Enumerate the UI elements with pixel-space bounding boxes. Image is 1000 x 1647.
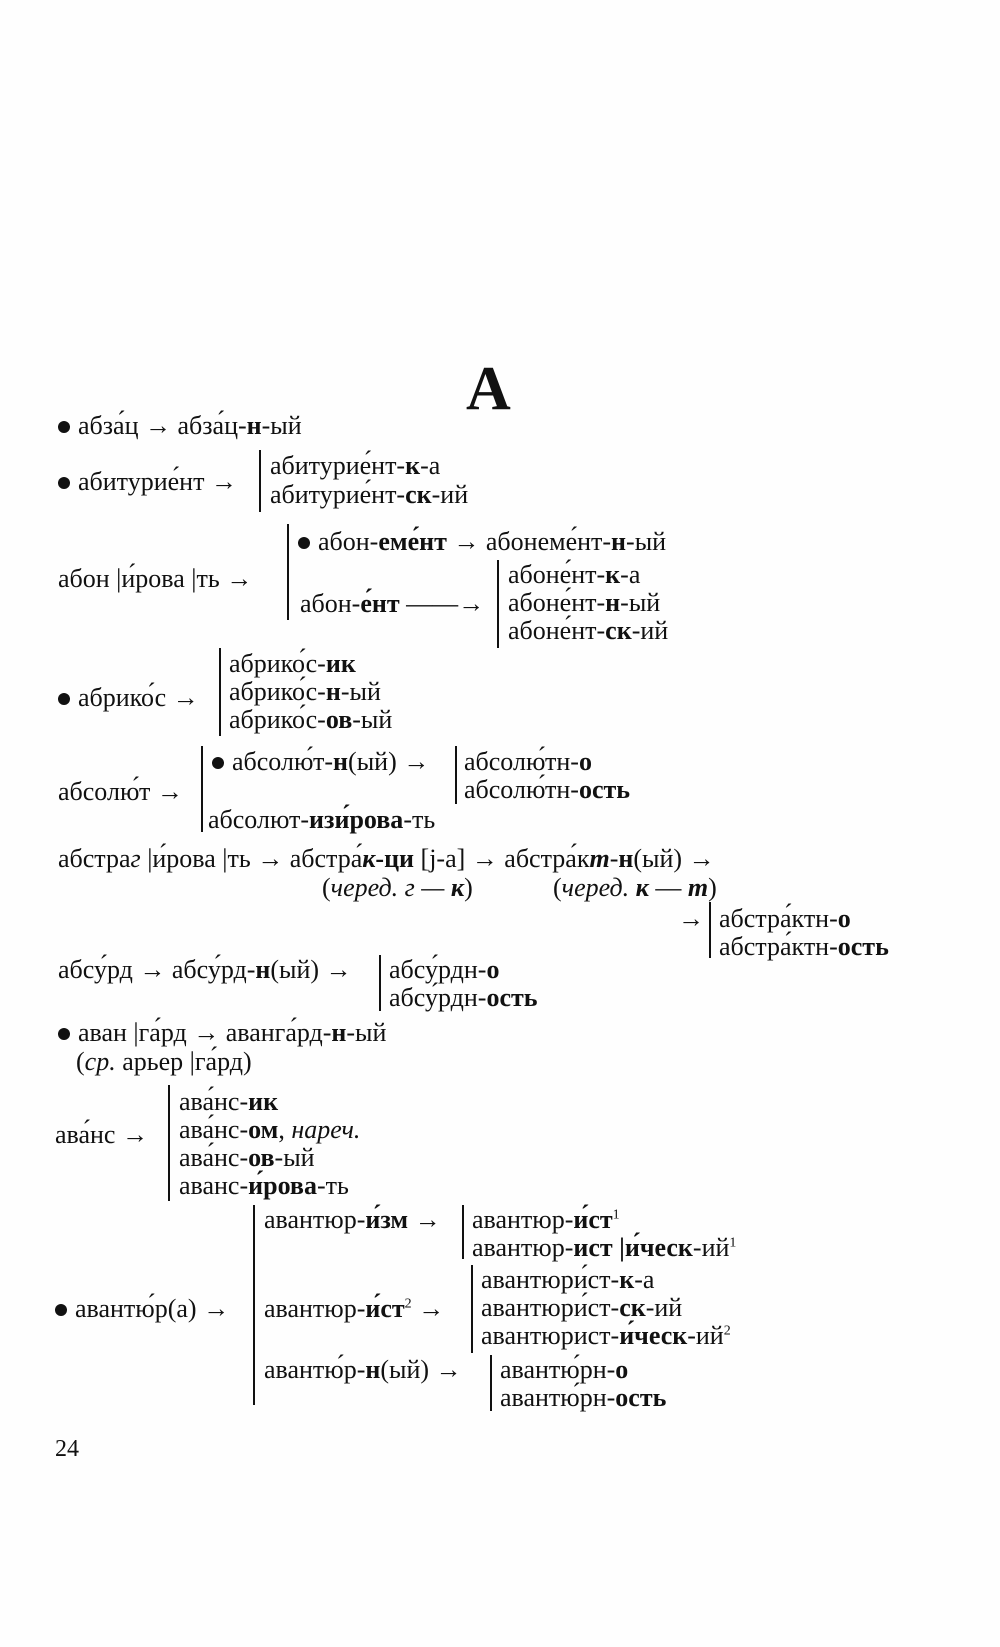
entry-avantura-head: авантю́р(а) →	[55, 1295, 229, 1323]
entry-abstrag-line: абстраг |и́рова |ть → абстра́к-ци [j-а] → абстра́кт-н(ый) →	[58, 844, 715, 873]
bullet-icon	[58, 693, 70, 705]
entry-abzac: абза́ц → абза́ц-н-ый	[58, 412, 302, 440]
bracket-line	[219, 648, 221, 736]
entry-absurd-head: абсу́рд → абсу́рд-н(ый) →	[58, 955, 352, 984]
derivative: ава́нс-ов-ый	[179, 1143, 315, 1172]
bracket-line	[455, 746, 457, 804]
derivative: абитурие́нт-к-а	[270, 451, 441, 480]
bracket-line	[709, 902, 711, 958]
derivative: абитурие́нт-ск-ий	[270, 480, 469, 509]
page-number: 24	[55, 1436, 79, 1462]
derivative: авантю́р-н(ый) →	[264, 1355, 462, 1384]
derivative: абрико́с-ов-ый	[229, 705, 393, 734]
bullet-icon	[58, 477, 70, 489]
bullet-icon	[298, 537, 310, 549]
derivative: аванс-и́рова-ть	[179, 1171, 349, 1200]
entry-avans-head: ава́нс →	[55, 1120, 148, 1149]
derivative: авантюри́ст-ск-ий	[481, 1293, 683, 1322]
bracket-line	[287, 524, 289, 620]
derivative: авантюр-ист $|и́ческ-ий^1$	[472, 1233, 737, 1262]
derivative: абон-е́нт ——→	[300, 589, 485, 618]
derivative: авантюр-и́зм →	[264, 1205, 441, 1234]
derivative: абрико́с-ик	[229, 649, 356, 678]
bracket-line	[379, 955, 381, 1011]
note: (черед. г — к)	[322, 873, 473, 902]
derivative: авантю́рн-о	[500, 1355, 629, 1384]
bracket-line	[168, 1085, 170, 1201]
derivative: авантюр-$и́ст^1$	[472, 1205, 620, 1234]
derivative: абоне́нт-н-ый	[508, 588, 661, 617]
bullet-icon	[212, 757, 224, 769]
derivative: абсолю́т-н(ый) →	[212, 748, 429, 776]
derivative: абсолют-изи́рова-ть	[208, 805, 436, 834]
derivative: абрико́с-н-ый	[229, 677, 381, 706]
bullet-icon	[58, 1028, 70, 1040]
bracket-line	[490, 1355, 492, 1411]
derivative: авантю́рн-ость	[500, 1383, 667, 1412]
derivative: ава́нс-ом, нареч.	[179, 1115, 361, 1144]
note: (черед. к — т)	[553, 873, 717, 902]
entry-absolut-head: абсолю́т →	[58, 777, 183, 806]
derivative: абстра́ктн-о	[719, 904, 851, 933]
derivative: абсу́рдн-о	[389, 955, 500, 984]
derivative: авантюр-$и́ст^2$ →	[264, 1294, 445, 1323]
derivative: абстра́ктн-ость	[719, 932, 889, 961]
derivative: абон-еме́нт → абонеме́нт-н-ый	[298, 528, 666, 556]
arrow: →	[678, 904, 704, 933]
bracket-line	[253, 1205, 255, 1405]
bracket-line	[471, 1265, 473, 1353]
entry-abonirovat-head: абон |и́рова |ть →	[58, 564, 253, 593]
derivative: абсолю́тн-о	[464, 747, 592, 776]
bracket-line	[201, 746, 203, 832]
derivative: абоне́нт-к-а	[508, 560, 641, 589]
derivative: абсолю́тн-ость	[464, 775, 631, 804]
bullet-icon	[55, 1304, 67, 1316]
bracket-line	[462, 1205, 464, 1259]
bracket-line	[259, 450, 261, 512]
entry-avangard: аван |га́рд → аванга́рд-н-ый	[58, 1019, 386, 1047]
bracket-line	[497, 560, 499, 648]
bullet-icon	[58, 421, 70, 433]
entry-abiturient-head: абитурие́нт →	[58, 468, 237, 496]
derivative: абоне́нт-ск-ий	[508, 616, 669, 645]
note: (ср. арьер |га́рд)	[76, 1047, 252, 1076]
derivative: ава́нс-ик	[179, 1087, 279, 1116]
section-letter: А	[466, 355, 511, 423]
derivative: абсу́рдн-ость	[389, 983, 538, 1012]
entry-abrikos-head: абрико́с →	[58, 684, 199, 712]
derivative: авантюрист-$и́ческ-ий^2$	[481, 1321, 731, 1350]
derivative: авантюри́ст-к-а	[481, 1265, 655, 1294]
